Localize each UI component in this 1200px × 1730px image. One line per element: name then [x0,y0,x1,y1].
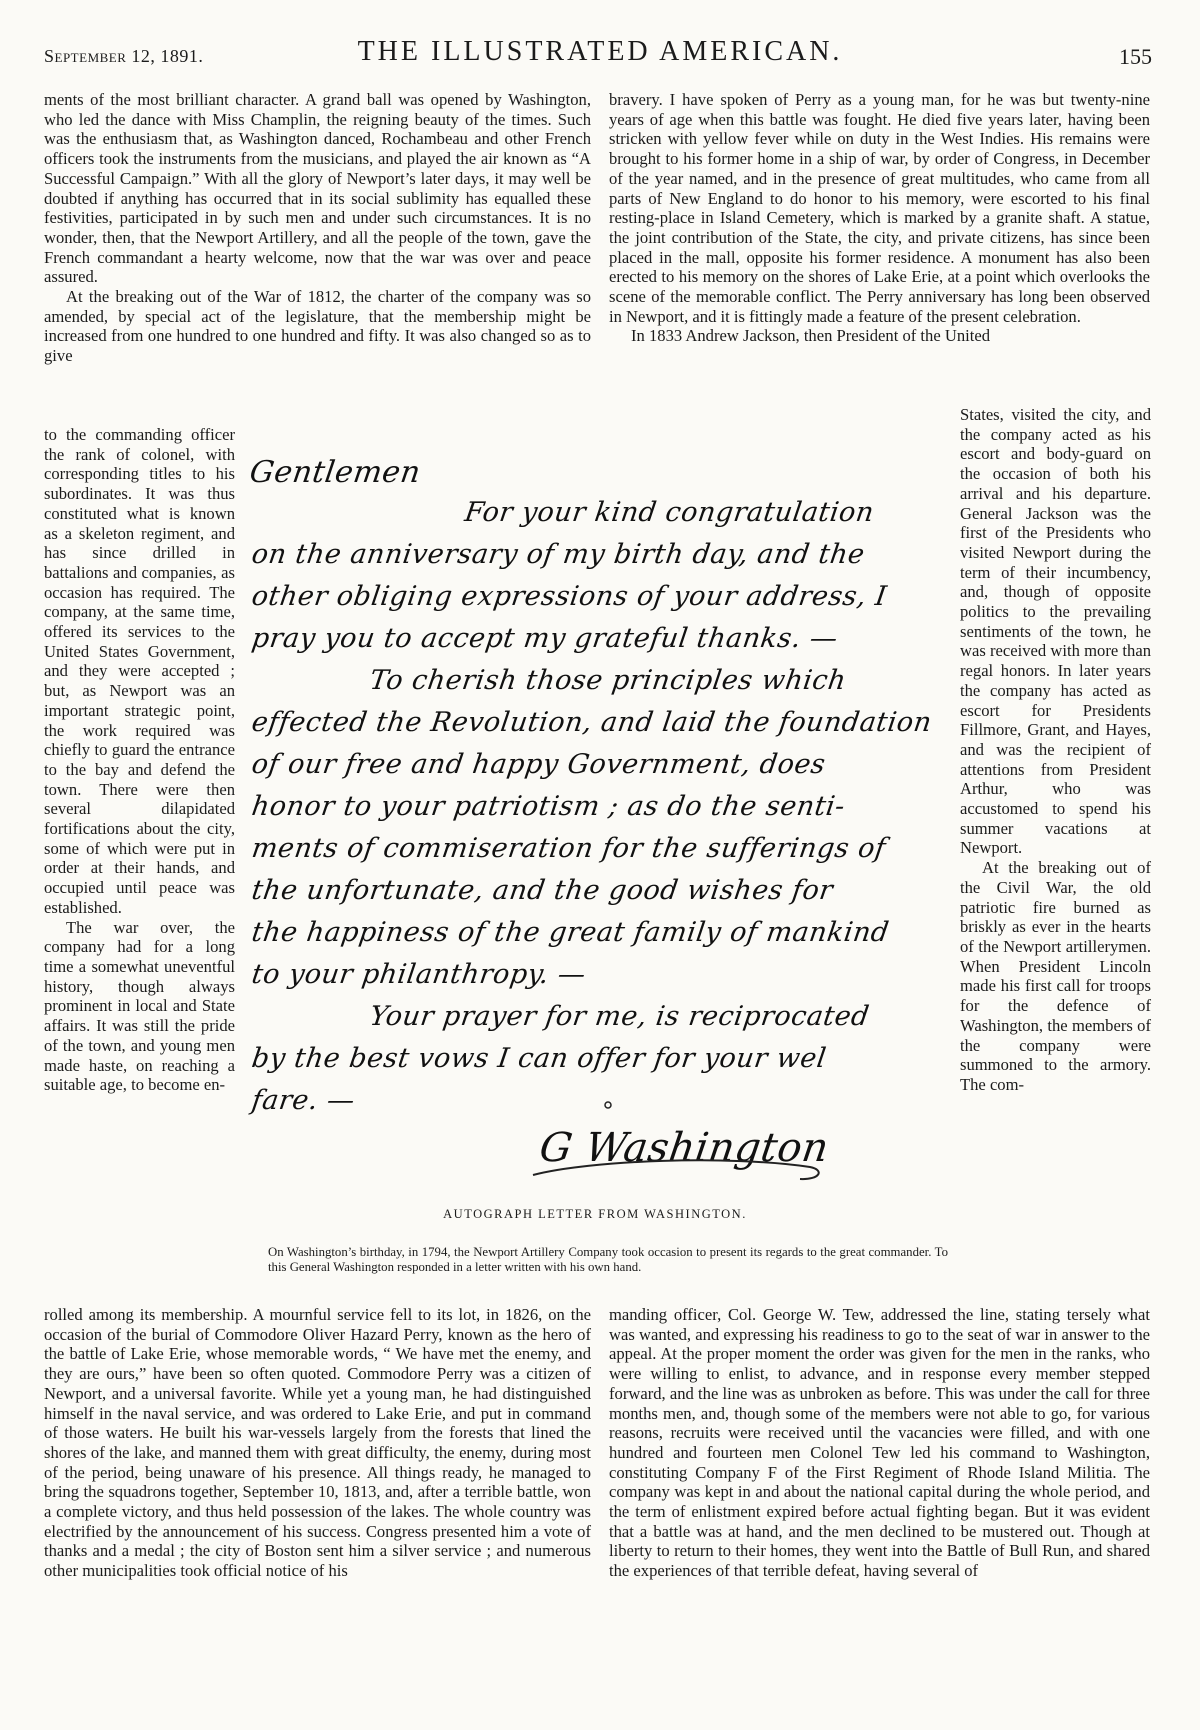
paragraph: The war over, the company had for a long time a somewhat uneventful history, though always prominent in local and State affairs. It was still the pride of the town, and young men made haste, on reaching a suitable age, to become en- [44,917,235,1095]
masthead-title: THE ILLUSTRATED AMERICAN. [357,36,843,67]
figure-caption-body: On Washington’s birthday, in 1794, the Newport Artillery Company took occasion to present its regards to the great commander. To this General Washington responded in a letter written with his own hand. [268,1245,948,1274]
letter-line: effected the Revolution, and laid the foundation [249,707,934,738]
paragraph: At the breaking out of the War of 1812, the charter of the company was so amended, by special act of the legislature, that the membership might be increased from one hundred to one hundred and fifty. It was also changed so as to give [44,287,591,366]
washington-signature: G Washington [536,1125,832,1171]
paragraph: to the commanding officer the rank of colonel, with corresponding titles to his subordinates. It was thus constituted what is known as a skeleton regiment, and has since drilled in battalions and companies, as occasion has required. The company, at the same time, offered its services to the United States Government, and they were accepted ; but, as Newport was an important strategic point, the work required was chiefly to guard the entrance to the bay and defend the town. There were then several dilapidated fortifications about the city, some of which were put in order at their hands, and occupied until peace was established. [44,425,235,917]
letter-line: fare. — [249,1085,357,1116]
paragraph: In 1833 Andrew Jackson, then President of the United [631,326,991,346]
column-left-top [44,90,591,366]
letter-line: by the best vows I can offer for your wel [249,1043,829,1074]
letter-line: To cherish those principles which [367,665,849,696]
autograph-letter-figure [247,455,948,1274]
paragraph: States, visited the city, and the company acted as his escort and body-guard on the occasion of both his arrival and his departure. General Jackson was the first of the Presidents who visited Newport during the term of their incumbency, and, though of opposite politics to the prevailing sentiments of the town, he was received with more than regal honors. In later years the company has acted as escort for Presidents Fillmore, Grant, and Hayes, and was the recipient of attentions from President Arthur, who was accustomed to spend his summer vacations at Newport. [960,405,1151,858]
letter-line: honor to your patriotism ; as do the senti- [249,791,848,822]
letter-salutation: Gentlemen [247,455,423,490]
column-left-bottom [44,1305,591,1581]
paragraph: rolled among its membership. A mournful service fell to its lot, in 1826, on the occasion of the burial of Commodore Oliver Hazard Perry, known as the hero of the battle of Lake Erie, whose memorable words, “ We have met the enemy, and they are ours,” have been so often quoted. Commodore Perry was a citizen of Newport, and a universal favorite. While yet a young man, he had distinguished himself in the naval service, and was ordered to Lake Erie, and put in command of those waters. He built his war-vessels largely from the forests that lined the shores of the lake, and manned them with great difficulty, the enemy, during most of the period, being unaware of his presence. All things ready, he managed to bring the squadrons together, September 10, 1813, and, after a terrible battle, won a complete victory, and thus held possession of the lakes. The whole country was electrified by the announcement of his success. Congress presented him a vote of thanks and a medal ; the city of Boston sent him a silver service ; and numerous other municipalities took official notice of his [44,1305,591,1581]
figure-caption-title: AUTOGRAPH LETTER FROM WASHINGTON. [443,1207,747,1221]
paragraph: At the breaking out of the Civil War, the old patriotic fire burned as briskly as ever in the hearts of the Newport artillerymen. When President Lincoln made his first call for troops for the defence of Washington, the members of the company were summoned to the armory. The com- [960,858,1151,1094]
column-left-narrow [44,425,235,1095]
letter-line: the happiness of the great family of mankind [249,917,892,948]
column-right-top [609,90,1150,346]
column-right-bottom [609,1305,1150,1581]
letter-line: on the anniversary of my birth day, and the [249,539,867,570]
letter-line: the unfortunate, and the good wishes for [249,875,836,906]
signature-flourish [247,455,940,1195]
issue-date: September 12, 1891. [44,46,204,66]
paragraph: manding officer, Col. George W. Tew, addressed the line, stating tersely what was wanted, and expressing his readiness to go to the seat of war in answer to the appeal. At the proper moment the order was given for the men in the ranks, who were willing to enlist, to advance, and in response every member stepped forward, and the line was as unbroken as before. This was under the call for three months men, and, though some of the members were not able to go, for various reasons, recruits were received until the vacancies were filled, and with one hundred and fourteen men Colonel Tew led his command to Washington, constituting Company F of the First Regiment of Rhode Island Militia. The company was kept in and about the national capital during the whole period, and the term of enlistment expired before actual fighting began. But it was evident that a battle was at hand, and the men declined to be mustered out. Though at liberty to return to their homes, they went into the Battle of Bull Run, and shared the experiences of that terrible defeat, having several of [609,1305,1150,1581]
letter-line: of our free and happy Government, does [249,749,828,780]
letter-line: other obliging expressions of your address, I [249,581,889,612]
letter-line: to your philanthropy. — [249,959,588,990]
paragraph: ments of the most brilliant character. A grand ball was opened by Washington, who led the dance with Miss Champlin, the reigning beauty of the times. Such was the enthusiasm that, as Washington danced, Rochambeau and other French officers took the instruments from the musicians, and played the air known as “A Successful Campaign.” With all the glory of Newport’s later days, it may well be doubted if anything has occurred that in its social sublimity has equalled these festivities, participated in by such men and under such circumstances. It is no wonder, then, that the Newport Artillery, and all the people of the town, gave the French commandant a hearty welcome, now that the war was over and peace assured. [44,90,591,287]
paragraph: bravery. I have spoken of Perry as a young man, for he was but twenty-nine years of age when this battle was fought. He died five years later, having been stricken with yellow fever while on duty in the West Indies. His remains were brought to his former home in a ship of war, by order of Congress, in December of the year named, and in the presence of great multitudes, who came from all parts of New England to do honor to his memory, were escorted to his final resting-place in Island Cemetery, which is marked by a granite shaft. A statue, the joint contribution of the State, the city, and private citizens, has since been placed in the mall, opposite his former residence. A monument has also been erected to his memory on the shores of Lake Erie, at a point which overlooks the scene of the memorable conflict. The Perry anniversary has long been observed in Newport, and it is fittingly made a feature of the present celebration. [609,90,1150,326]
letter-line: Your prayer for me, is reciprocated [367,1001,872,1032]
letter-line: ments of commiseration for the sufferings of [249,833,888,864]
page-header [0,36,1200,76]
page-number: 155 [1119,44,1152,69]
column-right-narrow [960,405,1151,1095]
letter-line: pray you to accept my grateful thanks. — [249,623,840,654]
letter-line: For your kind congratulation [462,497,876,528]
